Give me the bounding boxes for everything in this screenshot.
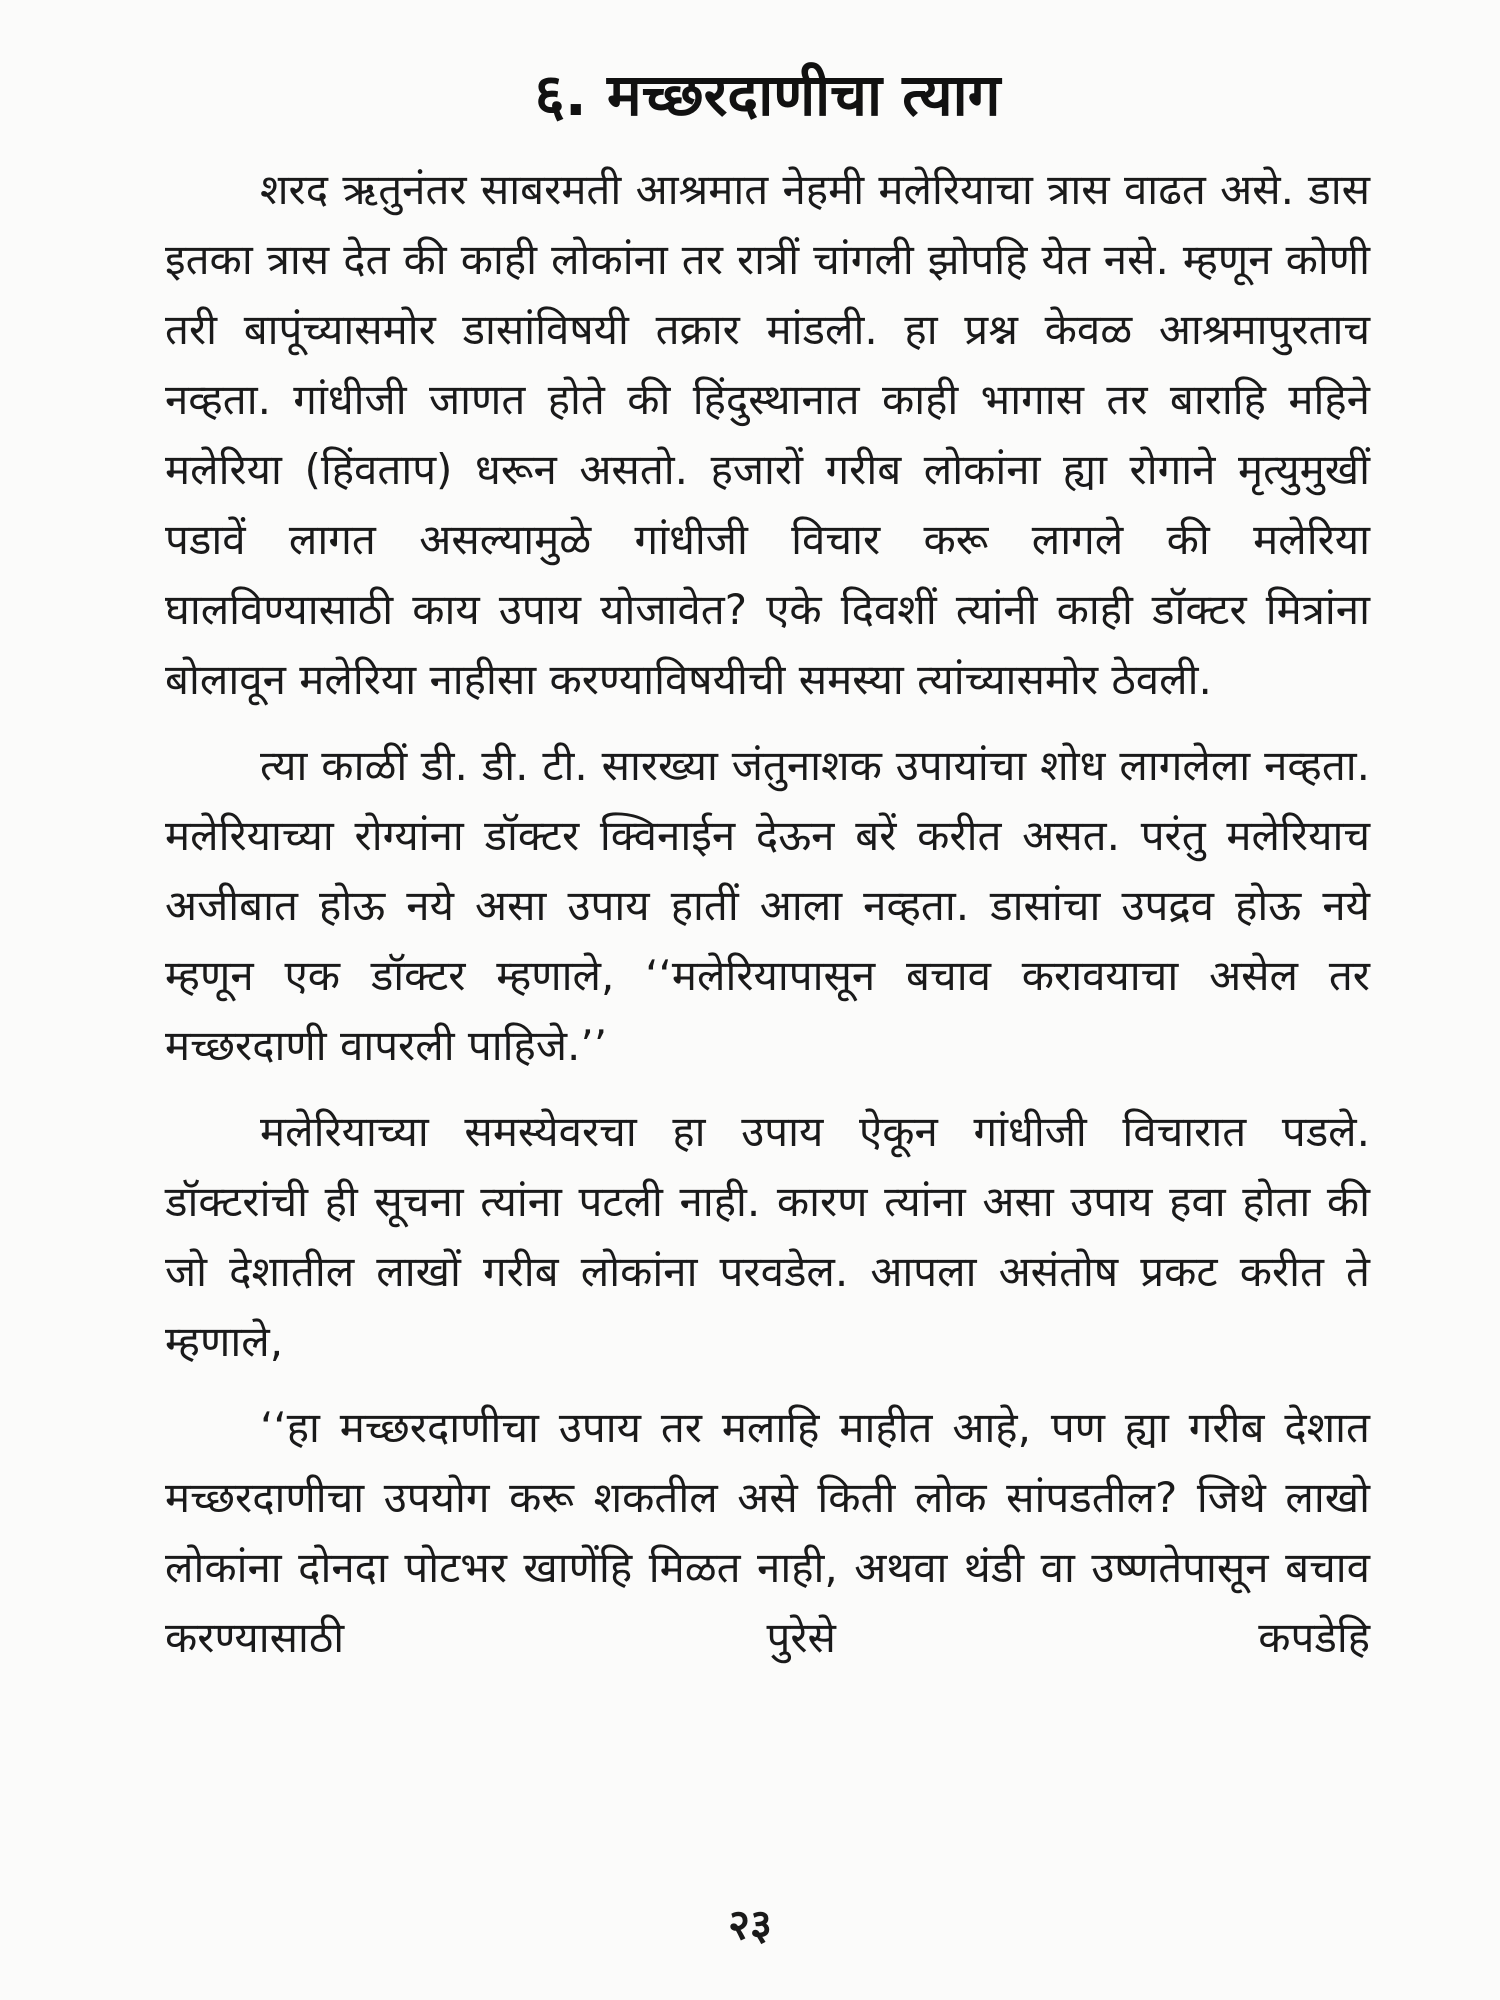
chapter-title: ६. मच्छरदाणीचा त्याग <box>534 61 1001 129</box>
page-number: २३ <box>728 1900 772 1949</box>
paragraph-2: त्या काळीं डी. डी. टी. सारख्या जंतुनाशक उपायांचा शोध लागलेला नव्हता. मलेरियाच्या रोग्यांना डॉक्टर क्विनाईन देऊन बरें करीत असत. परंतु मलेरियाच अजीबात होऊ नये असा उपाय हातीं आला नव्हता. डासांचा उपद्रव होऊ नये म्हणून एक डॉक्टर म्हणाले, ‘‘मलेरियापासून बचाव करावयाचा असेल तर मच्छरदाणी वापरली पाहिजे.’’ <box>165 741 1370 1070</box>
chapter-body <box>165 155 1370 1673</box>
paragraph-3: मलेरियाच्या समस्येवरचा हा उपाय ऐकून गांधीजी विचारात पडले. डॉक्टरांची ही सूचना त्यांना पटली नाही. कारण त्यांना असा उपाय हवा होता की जो देशातील लाखों गरीब लोकांना परवडेल. आपला असंतोष प्रकट करीत ते म्हणाले, <box>165 1107 1370 1366</box>
paragraph-1: शरद ऋतुनंतर साबरमती आश्रमात नेहमी मलेरियाचा त्रास वाढत असे. डास इतका त्रास देत की काही लोकांना तर रात्रीं चांगली झोपहि येत नसे. म्हणून कोणी तरी बापूंच्यासमोर डासांविषयी तक्रार मांडली. हा प्रश्न केवळ आश्रमापुरताच नव्हता. गांधीजी जाणत होते की हिंदुस्थानात काही भागास तर बाराहि महिने मलेरिया (हिंवताप) धरून असतो. हजारों गरीब लोकांना ह्या रोगाने मृत्युमुखीं पडावें लागत असल्यामुळे गांधीजी विचार करू लागले की मलेरिया घालविण्यासाठी काय उपाय योजावेत? एके दिवशीं त्यांनी काही डॉक्टर मित्रांना बोलावून मलेरिया नाहीसा करण्याविषयीची समस्या त्यांच्यासमोर ठेवली. <box>165 165 1370 704</box>
paragraph-4: ‘‘हा मच्छरदाणीचा उपाय तर मलाहि माहीत आहे, पण ह्या गरीब देशात मच्छरदाणीचा उपयोग करू शकतील असे किती लोक सांपडतील? जिथे लाखो लोकांना दोनदा पोटभर खाणेंहि मिळत नाही, अथवा थंडी वा उष्णतेपासून बचाव करण्यासाठी पुरेसे कपडेहि <box>165 1403 1370 1662</box>
